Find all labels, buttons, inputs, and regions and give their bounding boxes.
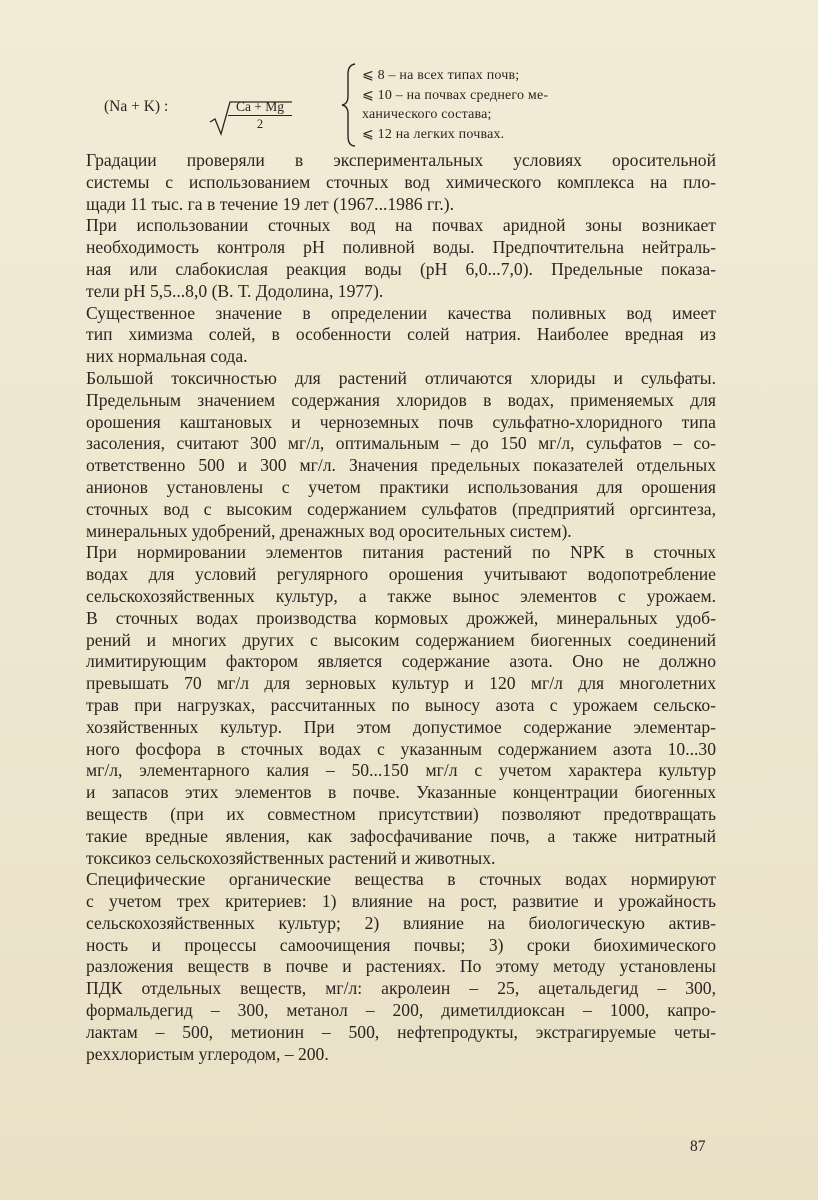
paragraph-1 [62, 150, 716, 215]
text-line: тели pH 5,5...8,0 (В. Т. Додолина, 1977). [86, 280, 384, 301]
left-brace-icon [340, 62, 358, 148]
formula-case-2: ⩽ 10 – на почвах среднего ме- [362, 87, 549, 103]
text-line: разложения веществ в почве и растениях. По этому методу установлены [86, 956, 716, 977]
text-line: с учетом трех критериев: 1) влияние на рост, развитие и урожайность [86, 891, 716, 912]
text-line: токсикоз сельскохозяйственных растений и животных. [86, 847, 496, 868]
paragraph-2 [62, 215, 716, 302]
text-line: лимитирующим фактором является содержание азота. Оно не должно [86, 651, 716, 672]
text-line: формальдегид – 300, метанол – 200, диметилдиоксан – 1000, капро- [86, 1000, 716, 1021]
paragraph-4 [62, 368, 716, 542]
text-line: реххлористым углеродом, – 200. [86, 1043, 329, 1064]
text-line: водах для условий регулярного орошения учитывают водопотребление [86, 564, 716, 585]
paragraph-5 [62, 542, 716, 869]
paragraph-6 [62, 869, 716, 1065]
text-line: и запасов этих элементов в почве. Указанные концентрации биогенных [86, 782, 716, 803]
formula-fraction [228, 100, 292, 131]
text-line: Специфические органические вещества в сточных водах нормируют [86, 869, 716, 890]
formula-lhs [104, 98, 168, 116]
text-line: сточных вод с высоким содержанием сульфатов (предприятий оргсинтеза, [86, 498, 716, 519]
formula-numerator: Ca + Mg [228, 100, 292, 116]
formula-case-1: ⩽ 8 – на всех типах почв; [362, 68, 520, 83]
body-text [62, 150, 716, 1065]
text-line: них нормальная сода. [86, 346, 248, 367]
text-line: сельскохозяйственных культур, а также вынос элементов с урожаем. [86, 585, 716, 606]
formula-block [104, 62, 744, 152]
page-number: 87 [690, 1138, 706, 1155]
text-line: трав при нагрузках, рассчитанных по выносу азота с урожаем сельско- [86, 694, 716, 715]
formula-case-4: ⩽ 12 на легких почвах. [362, 126, 505, 142]
text-line: При использовании сточных вод на почвах аридной зоны возникает [86, 215, 716, 236]
text-line: При нормировании элементов питания растений по NPK в сточных [86, 542, 716, 563]
text-line: превышать 70 мг/л для зерновых культур и 120 мг/л для многолетних [86, 673, 716, 694]
text-line: мг/л, элементарного калия – 50...150 мг/л с учетом характера культур [86, 760, 716, 781]
formula-cases [362, 66, 548, 144]
text-line: хозяйственных культур. При этом допустимое содержание элементар- [86, 716, 716, 737]
text-line: системы с использованием сточных вод химического комплекса на пло- [86, 171, 716, 192]
paragraph-3 [62, 303, 716, 368]
formula-denominator: 2 [256, 117, 264, 131]
text-line: ответственно 500 и 300 мг/л. Значения предельных показателей отдельных [86, 455, 716, 476]
text-line: сельскохозяйственных культур; 2) влияние на биологическую актив- [86, 912, 716, 933]
formula-case-3: ханического состава; [362, 107, 492, 122]
text-line: Градации проверяли в экспериментальных условиях оросительной [86, 150, 716, 170]
text-line: щади 11 тыс. га в течение 19 лет (1967...1986 гг.). [86, 193, 455, 214]
formula-lhs-text: (Na + K) : [104, 98, 169, 115]
text-line: ность и процессы самоочищения почвы; 3) сроки биохимического [86, 934, 716, 955]
text-line: ная или слабокислая реакция воды (pH 6,0...7,0). Предельные показа- [86, 258, 716, 279]
text-line: орошения каштановых и черноземных почв сульфатно-хлоридного типа [86, 411, 716, 432]
text-line: Существенное значение в определении качества поливных вод имеет [86, 302, 716, 323]
text-line: рений и многих других с высоким содержанием биогенных соединений [86, 629, 716, 650]
text-line: ПДК отдельных веществ, мг/л: акролеин – 25, ацетальдегид – 300, [86, 978, 716, 999]
text-line: необходимость контроля pH поливной воды. Предпочтительна нейтраль- [86, 237, 716, 258]
text-line: лактам – 500, метионин – 500, нефтепродукты, экстрагируемые четы- [86, 1021, 716, 1042]
text-line: такие вредные явления, как зафосфачивание почв, а также нитратный [86, 825, 716, 846]
text-line: веществ (при их совместном присутствии) позволяют предотвращать [86, 803, 716, 824]
text-line: ного фосфора в сточных водах с указанным содержанием азота 10...30 [86, 738, 716, 759]
text-line: засоления, считают 300 мг/л, оптимальным – до 150 мг/л, сульфатов – со- [86, 433, 716, 454]
text-line: В сточных водах производства кормовых дрожжей, минеральных удоб- [86, 607, 716, 628]
text-line: Предельным значением содержания хлоридов в водах, применяемых для [86, 389, 716, 410]
text-line: тип химизма солей, в особенности солей натрия. Наиболее вредная из [86, 324, 716, 345]
text-line: анионов установлены с учетом практики использования для орошения [86, 476, 716, 497]
text-line: минеральных удобрений, дренажных вод оросительных систем). [86, 520, 572, 541]
text-line: Большой токсичностью для растений отличаются хлориды и сульфаты. [86, 367, 716, 388]
